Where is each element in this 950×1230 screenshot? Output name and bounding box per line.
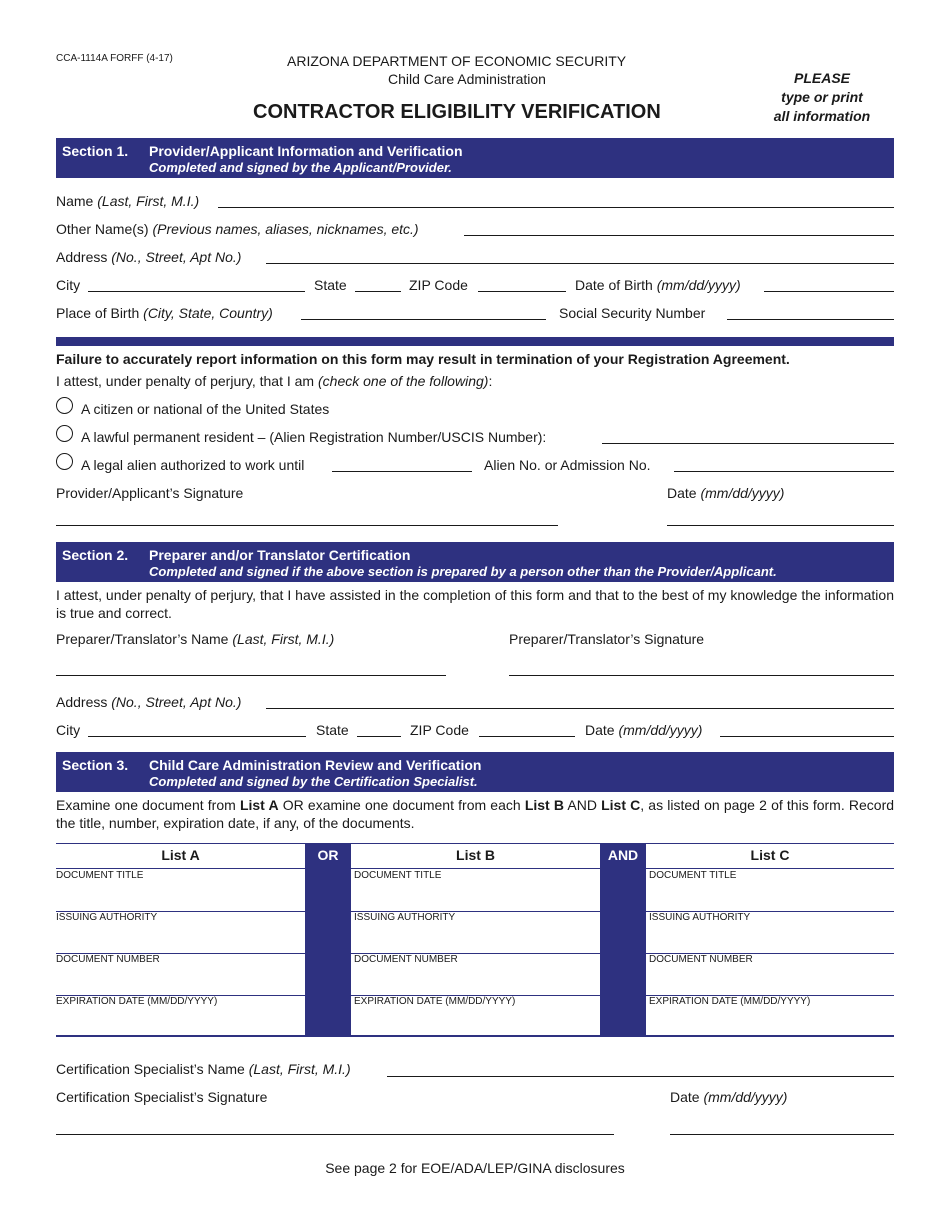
resident-label: A lawful permanent resident – (Alien Registration Number/USCIS Number): (81, 429, 547, 445)
section2-number: Section 2. (62, 547, 129, 563)
field-label: DOCUMENT TITLE (649, 870, 737, 881)
field-label: DOCUMENT NUMBER (56, 954, 160, 965)
preparer-state-label: State (316, 722, 349, 738)
field-label: EXPIRATION DATE (MM/DD/YYYY) (56, 996, 218, 1007)
alien-label: A legal alien authorized to work until (81, 457, 305, 473)
footer-note: See page 2 for EOE/ADA/LEP/GINA disclosures (325, 1160, 625, 1176)
preparer-zip-label: ZIP Code (410, 722, 469, 738)
or-column (305, 843, 351, 1036)
section2-subtitle: Completed and signed if the above section is prepared by a person other than the Provider/Applicant. (149, 564, 777, 579)
preparer-date-field[interactable] (720, 736, 894, 737)
form-title: CONTRACTOR ELIGIBILITY VERIFICATION (253, 101, 661, 123)
and-label: AND (607, 847, 639, 863)
name-label: Name (Last, First, M.I.) (56, 193, 200, 209)
field-label: EXPIRATION DATE (MM/DD/YYYY) (354, 996, 516, 1007)
preparer-attest: I attest, under penalty of perjury, that I have assisted in the completion of this form and that to the best of my knowledge the information is true and correct. (56, 587, 894, 621)
please-line-3: all information (773, 108, 871, 124)
field-label: EXPIRATION DATE (MM/DD/YYYY) (649, 996, 811, 1007)
list-a-document-title-cell[interactable] (56, 869, 305, 912)
preparer-signature-field[interactable] (509, 675, 894, 676)
applicant-signature-label: Provider/Applicant’s Signature (56, 485, 244, 501)
alien-radio[interactable] (56, 453, 73, 470)
pob-label: Place of Birth (City, State, Country) (56, 305, 273, 321)
list-c-document-title-cell[interactable] (646, 869, 894, 912)
document-table-bottom (56, 1035, 894, 1037)
list-a-header: List A (161, 847, 200, 863)
alien-no-field[interactable] (674, 471, 894, 472)
and-column (600, 843, 646, 1036)
preparer-city-field[interactable] (88, 736, 306, 737)
preparer-city-label: City (56, 722, 81, 738)
specialist-date-label: Date (mm/dd/yyyy) (670, 1089, 788, 1105)
applicant-date-field[interactable] (667, 525, 894, 526)
state-field[interactable] (355, 291, 401, 292)
ssn-field[interactable] (727, 319, 894, 320)
other-names-field[interactable] (464, 235, 894, 236)
list-b-document-title-cell[interactable] (351, 869, 600, 912)
preparer-signature-label: Preparer/Translator’s Signature (509, 631, 705, 647)
dob-field[interactable] (764, 291, 894, 292)
state-label: State (314, 277, 347, 293)
specialist-date-field[interactable] (670, 1134, 894, 1135)
address-label: Address (No., Street, Apt No.) (56, 249, 242, 265)
name-field[interactable] (218, 207, 894, 208)
preparer-zip-field[interactable] (479, 736, 575, 737)
city-field[interactable] (88, 291, 305, 292)
other-names-label: Other Name(s) (Previous names, aliases, nicknames, etc.) (56, 221, 419, 237)
section3-instructions: Examine one document from List A OR examine one document from each List B AND List C, as listed on page 2 of this form. Record the title, number, expiration date, if any, of the documents. (56, 797, 895, 831)
list-b-document-number-cell[interactable] (351, 953, 600, 996)
address-field[interactable] (266, 263, 894, 264)
zip-label: ZIP Code (409, 277, 468, 293)
list-b-issuing-authority-cell[interactable] (351, 911, 600, 954)
please-line-2: type or print (781, 89, 863, 105)
section3-header (56, 752, 894, 792)
preparer-address-label: Address (No., Street, Apt No.) (56, 694, 242, 710)
preparer-name-label: Preparer/Translator’s Name (Last, First, M.I.) (56, 631, 335, 647)
resident-radio[interactable] (56, 425, 73, 442)
list-c-header: List C (750, 847, 790, 863)
section1-header (56, 138, 894, 178)
list-a-issuing-authority-cell[interactable] (56, 911, 305, 954)
preparer-date-label: Date (mm/dd/yyyy) (585, 722, 703, 738)
section2-header (56, 542, 894, 582)
preparer-address-field[interactable] (266, 708, 894, 709)
attest-text: I attest, under penalty of perjury, that I am (check one of the following): (56, 373, 493, 389)
citizen-label: A citizen or national of the United States (81, 401, 330, 417)
field-label: ISSUING AUTHORITY (56, 912, 158, 923)
citizen-radio[interactable] (56, 397, 73, 414)
division-name: Child Care Administration (388, 71, 546, 87)
field-label: DOCUMENT NUMBER (649, 954, 753, 965)
list-b-header: List B (456, 847, 495, 863)
section3-number: Section 3. (62, 757, 129, 773)
city-label: City (56, 277, 81, 293)
field-label: ISSUING AUTHORITY (354, 912, 456, 923)
list-c-expiration-date-cell[interactable] (646, 995, 894, 1035)
list-c-issuing-authority-cell[interactable] (646, 911, 894, 954)
section1-divider (56, 337, 894, 346)
agency-name: ARIZONA DEPARTMENT OF ECONOMIC SECURITY (287, 53, 627, 69)
list-b-expiration-date-cell[interactable] (351, 995, 600, 1035)
section1-subtitle: Completed and signed by the Applicant/Provider. (149, 160, 452, 175)
specialist-signature-label: Certification Specialist’s Signature (56, 1089, 268, 1105)
section2-title: Preparer and/or Translator Certification (149, 547, 411, 563)
field-label: DOCUMENT NUMBER (354, 954, 458, 965)
please-line-1: PLEASE (793, 70, 850, 86)
dob-label: Date of Birth (mm/dd/yyyy) (575, 277, 741, 293)
warning-text: Failure to accurately report information on this form may result in termination of your Registration Agreement. (56, 351, 790, 367)
applicant-date-label: Date (mm/dd/yyyy) (667, 485, 785, 501)
section3-title: Child Care Administration Review and Verification (149, 757, 482, 773)
field-label: ISSUING AUTHORITY (649, 912, 751, 923)
section3-subtitle: Completed and signed by the Certification Specialist. (149, 774, 478, 789)
or-label: OR (317, 847, 339, 863)
zip-field[interactable] (478, 291, 566, 292)
ssn-label: Social Security Number (559, 305, 706, 321)
list-a-document-number-cell[interactable] (56, 953, 305, 996)
alien-registration-field[interactable] (602, 443, 894, 444)
alien-no-label: Alien No. or Admission No. (484, 457, 651, 473)
specialist-name-label: Certification Specialist’s Name (Last, First, M.I.) (56, 1061, 351, 1077)
print-instruction (752, 69, 892, 126)
work-until-field[interactable] (332, 471, 472, 472)
document-table-top (56, 843, 894, 844)
specialist-name-field[interactable] (387, 1076, 894, 1077)
field-label: DOCUMENT TITLE (56, 870, 144, 881)
list-a-expiration-date-cell[interactable] (56, 995, 305, 1035)
preparer-state-field[interactable] (357, 736, 401, 737)
pob-field[interactable] (301, 319, 546, 320)
specialist-signature-field[interactable] (56, 1134, 614, 1135)
field-label: DOCUMENT TITLE (354, 870, 442, 881)
list-c-document-number-cell[interactable] (646, 953, 894, 996)
section1-number: Section 1. (62, 143, 129, 159)
applicant-signature-field[interactable] (56, 525, 558, 526)
form-code: CCA-1114A FORFF (4-17) (56, 53, 173, 64)
section1-title: Provider/Applicant Information and Verification (149, 143, 463, 159)
preparer-name-field[interactable] (56, 675, 446, 676)
